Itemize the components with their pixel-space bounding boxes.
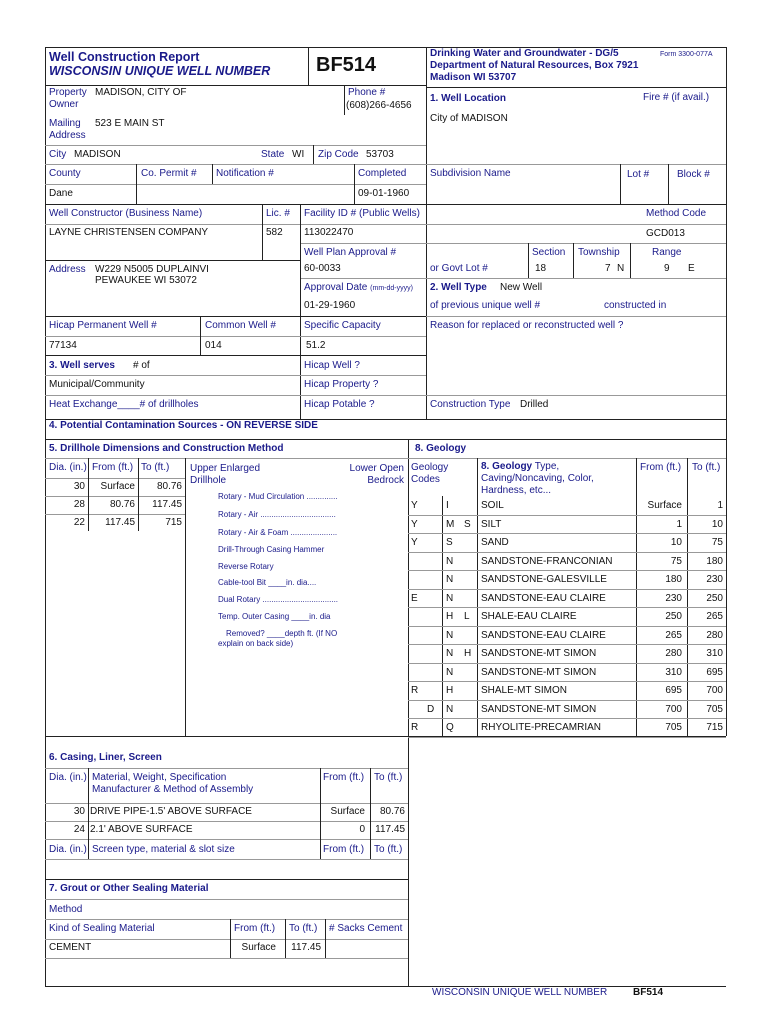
well-location-title: 1. Well Location (430, 93, 506, 104)
hicap-property-label: Hicap Property ? (304, 379, 379, 390)
geology-row-6-to: 250 (706, 592, 723, 604)
casing-material-label: Material, Weight, Specification (92, 772, 227, 783)
geology-row-5-description: SANDSTONE-GALESVILLE (481, 574, 607, 585)
method-reverse-rotary: Reverse Rotary (218, 562, 274, 571)
drillhole-from-label: From (ft.) (92, 462, 134, 473)
drillhole-row-3-from: 117.45 (105, 517, 135, 528)
screen-from-label: From (ft.) (323, 844, 365, 855)
geology-row-3-code-3: S (446, 537, 453, 548)
drillhole-title: 5. Drillhole Dimensions and Construction Method (49, 443, 284, 454)
geology-row-5-from: 180 (665, 574, 682, 585)
township-direction: N (617, 263, 625, 274)
geology-row-5-to: 230 (706, 574, 723, 585)
casing-row-2-to: 117.45 (375, 824, 405, 835)
govt-lot-label: or Govt Lot # (430, 263, 488, 274)
address-label: Address (49, 264, 86, 275)
geology-row-1-from: Surface (647, 500, 682, 511)
lot-label: Lot # (627, 169, 650, 180)
grout-from-label: From (ft.) (234, 923, 276, 934)
range-value: 9 (664, 263, 670, 274)
geology-row-7-description: SHALE-EAU CLAIRE (481, 611, 577, 622)
drillhole-row-2-dia: 28 (73, 499, 85, 510)
geology-row-5-code-3: N (446, 574, 454, 585)
heat-exchange-label: Heat Exchange____# of drillholes (49, 399, 199, 410)
property-owner-label: Property Owner (49, 87, 87, 110)
state-value: WI (292, 149, 305, 160)
geology-row-6-description: SANDSTONE-EAU CLAIRE (481, 592, 606, 604)
casing-from-label: From (ft.) (323, 772, 365, 783)
subdivision-label: Subdivision Name (430, 168, 511, 179)
completed-value: 09-01-1960 (358, 188, 410, 199)
geology-row-8-to: 280 (706, 629, 723, 641)
approval-date-value: 01-29-1960 (304, 300, 356, 311)
drillhole-row-1-to: 80.76 (156, 481, 182, 492)
drillhole-row-2-to: 117.45 (152, 499, 182, 510)
grout-from-value: Surface (241, 942, 276, 953)
well-type-value: New Well (500, 282, 543, 293)
geology-row-7-to: 265 (706, 611, 723, 622)
license-value: 582 (266, 227, 283, 238)
section-label: Section (532, 247, 566, 258)
casing-row-2-from: 0 (359, 824, 365, 835)
geology-row-3-code-1: Y (411, 537, 418, 548)
lower-bedrock-label: Lower Open Bedrock (349, 463, 404, 486)
constructor-label: Well Constructor (Business Name) (49, 208, 203, 219)
geology-from-label: From (ft.) (640, 462, 682, 473)
casing-row-2-material: 2.1' ABOVE SURFACE (90, 824, 193, 835)
approval-date-label (304, 282, 413, 294)
city-label: City (49, 149, 67, 160)
geology-row-6-code-1: E (411, 592, 418, 604)
geology-row-11-description: SHALE-MT SIMON (481, 685, 567, 696)
dept-line-2: Department of Natural Resources, Box 7921 (430, 60, 639, 71)
upper-drillhole-label: Upper Enlarged Drillhole (190, 463, 261, 486)
plan-approval-label: Well Plan Approval # (304, 247, 397, 258)
grout-method-label: Method (49, 904, 83, 915)
geology-row-9-to: 310 (706, 648, 723, 659)
geology-row-3-description: SAND (481, 537, 509, 548)
method-temp-outer-casing: Temp. Outer Casing ____in. dia (218, 612, 331, 621)
dept-line-3: Madison WI 53707 (430, 72, 517, 83)
geology-row-13-description: RHYOLITE-PRECAMRIAN (481, 722, 602, 733)
geology-row-9-description: SANDSTONE-MT SIMON (481, 648, 597, 659)
geology-to-label: To (ft.) (692, 462, 721, 473)
geology-type-label: Type, (534, 461, 560, 472)
form-subtitle: WISCONSIN UNIQUE WELL NUMBER (49, 64, 271, 78)
grout-kind-label: Kind of Sealing Material (49, 923, 155, 934)
construction-type-value: Drilled (520, 399, 549, 410)
range-label: Range (652, 247, 682, 258)
geology-row-3-from: 10 (670, 537, 682, 548)
geology-row-12-from: 700 (665, 703, 682, 715)
geology-row-2-code-3: M (446, 518, 455, 530)
method-drill-through: Drill-Through Casing Hammer (218, 545, 325, 554)
mailing-address-value: 523 E MAIN ST (95, 118, 165, 129)
casing-to-label: To (ft.) (374, 772, 403, 783)
geology-row-4-to: 180 (706, 555, 723, 567)
specific-capacity-label: Specific Capacity (304, 320, 381, 331)
geology-row-2-code-1: Y (411, 518, 418, 530)
method-rotary-mud: Rotary - Mud Circulation .............. (218, 492, 338, 501)
geology-row-1-code-1: Y (411, 500, 418, 511)
casing-title: 6. Casing, Liner, Screen (49, 752, 162, 763)
geology-row-7-code-3: H (446, 611, 454, 622)
geology-row-11-to: 700 (706, 685, 723, 696)
city-value: MADISON (74, 149, 121, 160)
facility-id-label: Facility ID # (Public Wells) (304, 208, 420, 219)
geology-type-header (481, 461, 631, 473)
geology-row-6-from: 230 (665, 592, 682, 604)
grout-sacks-label: # Sacks Cement (329, 923, 403, 934)
geology-row-4-code-3: N (446, 555, 454, 567)
dept-line-1: Drinking Water and Groundwater - DG/5 (430, 48, 619, 59)
well-type-title: 2. Well Type (430, 282, 487, 293)
form-title: Well Construction Report (49, 50, 200, 64)
property-owner-value: MADISON, CITY OF (95, 87, 187, 98)
hicap-well-label: Hicap Well ? (304, 360, 360, 371)
geology-row-11-from: 695 (665, 685, 682, 696)
common-well-label: Common Well # (205, 320, 276, 331)
method-code-value: GCD013 (646, 228, 685, 239)
footer-well-number: BF514 (633, 987, 664, 998)
notification-label: Notification # (216, 168, 274, 179)
geology-row-2-description: SILT (481, 518, 502, 530)
phone-value: (608)266-4656 (346, 100, 412, 111)
grout-to-value: 117.45 (291, 942, 321, 953)
footer-label: WISCONSIN UNIQUE WELL NUMBER (432, 987, 608, 998)
geology-row-2-from: 1 (676, 518, 682, 530)
geology-row-9-from: 280 (665, 648, 682, 659)
phone-label: Phone # (348, 87, 386, 98)
method-rotary-air-foam: Rotary - Air & Foam ..................... (218, 528, 338, 537)
geology-type-title: 8. Geology (481, 461, 533, 472)
county-label: County (49, 168, 81, 179)
section-value: 18 (535, 263, 547, 274)
drillhole-row-3-to: 715 (165, 517, 182, 528)
township-label: Township (578, 247, 620, 258)
geology-row-9-code-3: N (446, 648, 454, 659)
plan-approval-value: 60-0033 (304, 263, 341, 274)
method-cable-tool: Cable-tool Bit ____in. dia.... (218, 578, 317, 587)
range-direction: E (688, 263, 695, 274)
geology-row-13-to: 715 (706, 722, 723, 733)
geology-row-1-description: SOIL (481, 500, 504, 511)
geology-row-10-to: 695 (706, 666, 723, 678)
screen-type-label: Screen type, material & slot size (92, 844, 235, 855)
geology-row-4-from: 75 (670, 555, 682, 567)
method-code-label: Method Code (646, 208, 707, 219)
screen-dia-label: Dia. (in.) (49, 844, 87, 855)
casing-row-1-to: 80.76 (379, 806, 405, 817)
geology-row-10-from: 310 (665, 666, 682, 678)
serves-of-label: # of (133, 360, 150, 371)
co-permit-label: Co. Permit # (141, 168, 197, 179)
reason-label: Reason for replaced or reconstructed well ? (430, 320, 624, 331)
drillhole-row-2-from: 80.76 (109, 499, 135, 510)
casing-dia-label: Dia. (in.) (49, 772, 87, 783)
geology-row-1-to: 1 (717, 500, 723, 511)
drillhole-row-1-dia: 30 (73, 481, 85, 492)
well-serves-title: 3. Well serves (49, 360, 115, 371)
common-well-value: 014 (205, 340, 222, 351)
serves-value: Municipal/Community (49, 379, 145, 390)
approval-date-hint: (mm-dd-yyyy) (370, 285, 413, 292)
geology-row-12-to: 705 (706, 703, 723, 715)
geology-row-10-description: SANDSTONE-MT SIMON (481, 666, 597, 678)
geology-row-12-code-2: D (427, 703, 435, 715)
geology-row-13-from: 705 (665, 722, 682, 733)
contamination-title: 4. Potential Contamination Sources - ON REVERSE SIDE (49, 420, 318, 431)
construction-type-label: Construction Type (430, 399, 511, 410)
geology-row-12-code-3: N (446, 703, 454, 715)
geology-row-13-code-1: R (411, 722, 419, 733)
screen-to-label: To (ft.) (374, 844, 403, 855)
completed-label: Completed (358, 168, 407, 179)
geology-type-desc: Caving/Noncaving, Color, Hardness, etc... (481, 473, 594, 496)
geology-row-11-code-3: H (446, 685, 454, 696)
casing-row-1-from: Surface (330, 806, 365, 817)
drillhole-to-label: To (ft.) (141, 462, 170, 473)
specific-capacity-value: 51.2 (306, 340, 326, 351)
geology-row-8-code-3: N (446, 629, 454, 641)
drillhole-row-1-from: Surface (100, 481, 135, 492)
geology-row-2-to: 10 (711, 518, 723, 530)
fire-label: Fire # (if avail.) (643, 92, 710, 103)
block-label: Block # (677, 169, 710, 180)
grout-to-label: To (ft.) (289, 923, 318, 934)
grout-title: 7. Grout or Other Sealing Material (49, 883, 209, 894)
town-value: City of MADISON (430, 113, 508, 124)
zip-label: Zip Code (318, 149, 359, 160)
geology-row-9-code-4: H (464, 648, 472, 659)
constructed-in-label: constructed in (604, 300, 667, 311)
geology-row-3-to: 75 (711, 537, 723, 548)
casing-material-label-2: Manufacturer & Method of Assembly (92, 784, 254, 795)
hicap-permanent-label: Hicap Permanent Well # (49, 320, 157, 331)
geology-row-2-code-4: S (464, 518, 471, 530)
casing-row-1-material: DRIVE PIPE-1.5' ABOVE SURFACE (90, 806, 252, 817)
geology-row-8-from: 265 (665, 629, 682, 641)
removed-note-2: explain on back side) (218, 639, 294, 648)
state-label: State (261, 149, 285, 160)
geology-row-13-code-3: Q (446, 722, 454, 733)
mailing-address-label: Mailing Address (49, 118, 86, 141)
geology-codes-label: Geology Codes (411, 462, 449, 485)
address-line-1: W229 N5005 DUPLAINVI (95, 264, 209, 275)
geology-row-6-code-3: N (446, 592, 454, 604)
geology-row-11-code-1: R (411, 685, 419, 696)
zip-value: 53703 (366, 149, 394, 160)
geology-title: 8. Geology (415, 443, 467, 454)
method-rotary-air: Rotary - Air .................................. (218, 510, 336, 519)
geology-row-7-code-4: L (464, 611, 470, 622)
well-number: BF514 (316, 54, 377, 76)
hicap-potable-label: Hicap Potable ? (304, 399, 375, 410)
geology-row-8-description: SANDSTONE-EAU CLAIRE (481, 629, 606, 641)
hicap-permanent-value: 77134 (49, 340, 77, 351)
form-number: Form 3300-077A (660, 51, 713, 58)
geology-row-7-from: 250 (665, 611, 682, 622)
geology-row-12-description: SANDSTONE-MT SIMON (481, 703, 597, 715)
method-dual-rotary: Dual Rotary .................................. (218, 595, 339, 604)
constructor-name: LAYNE CHRISTENSEN COMPANY (49, 227, 209, 238)
geology-row-10-code-3: N (446, 666, 454, 678)
approval-date-label-text: Approval Date (304, 282, 368, 293)
facility-id-value: 113022470 (304, 227, 354, 238)
township-value: 7 (605, 263, 611, 274)
county-value: Dane (49, 188, 73, 199)
casing-row-2-dia: 24 (73, 824, 85, 835)
address-line-2: PEWAUKEE WI 53072 (95, 275, 197, 286)
license-label: Lic. # (266, 208, 290, 219)
grout-kind-value: CEMENT (49, 942, 92, 953)
drillhole-dia-label: Dia. (in.) (49, 462, 87, 473)
geology-row-1-code-3: I (446, 500, 449, 511)
drillhole-row-3-dia: 22 (73, 517, 85, 528)
previous-well-label: of previous unique well # (430, 300, 541, 311)
removed-note-1: Removed? ____depth ft. (If NO (226, 629, 338, 638)
casing-row-1-dia: 30 (73, 806, 85, 817)
geology-row-4-description: SANDSTONE-FRANCONIAN (481, 555, 613, 567)
